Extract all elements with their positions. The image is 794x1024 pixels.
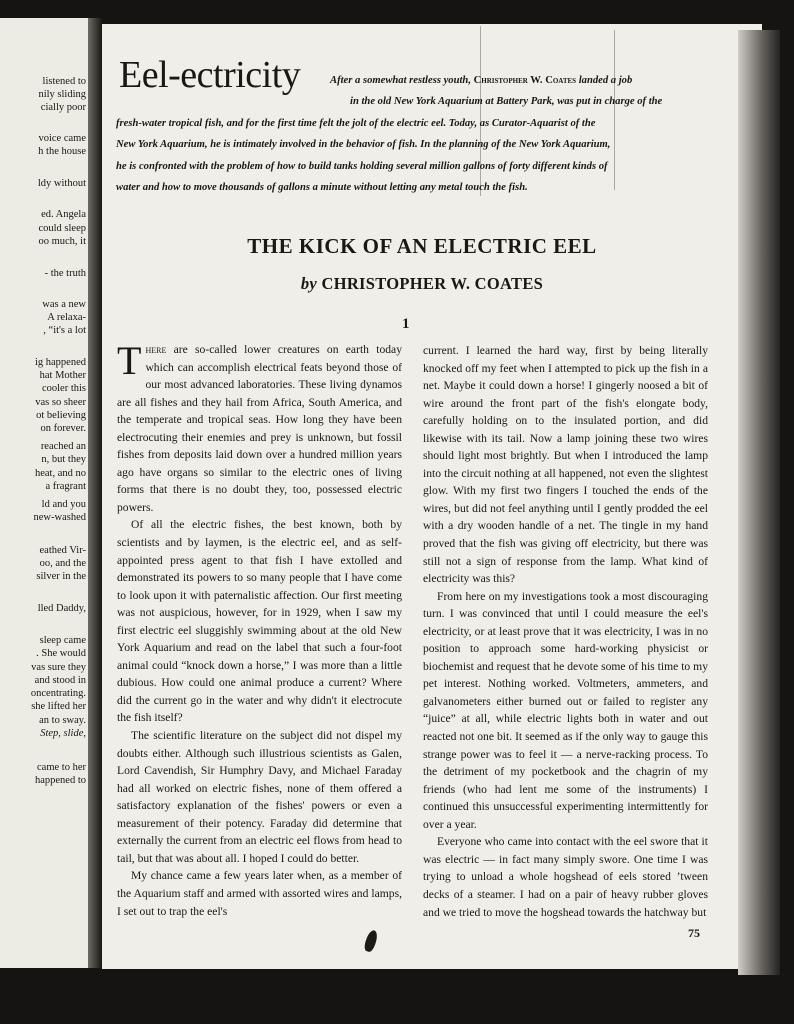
deck-line	[350, 91, 662, 113]
facing-page	[0, 18, 90, 968]
facing-page-line: ig happened	[34, 357, 86, 368]
facing-page-line: n, but they	[41, 454, 86, 465]
facing-page-line: Step, slide,	[40, 728, 86, 739]
paragraph: Everyone who came into contact with the eel swore that it was electric — in fact many simply swore. One time I was trying to unload a whole hogshead of eels stored ’tween decks of a steamer. I had on a pair of heavy rubber gloves and we tried to move the hogshead towards the hatchway but	[423, 835, 708, 919]
deck-text: water and how to move thousands of gallons a minute without letting any metal touch the fish.	[116, 182, 528, 193]
facing-page-line: nily sliding	[38, 89, 86, 100]
paragraph: current. I learned the hard way, first by being literally knocked off my feet when I attempted to pick up the fish in a net. Maybe it could down a horse! I gingerly noosed a bit of wire around the front part of the fish's elongate body, carefully holding on to the insulated portion, and did likewise with its tail. Now a lamp joining these two wires should light most brightly. But when I introduced the lamp into the circuit nothing at all happened, not even the slightest glow. With my first two fingers I touched the ends of the wires, but did not feel anything until I gently prodded the eel with a dry wooden handle of a net. The tingle in my hand proved that the fish was giving off electricity, but there was still not a sign of response from the lamp. What kind of electricity was this?	[423, 344, 708, 586]
facing-page-line: oncentrating.	[30, 688, 86, 699]
facing-page-line: , “it's a lot	[43, 325, 86, 336]
facing-page-line: hat Mother	[39, 370, 86, 381]
facing-page-line: silver in the	[36, 571, 86, 582]
deck-text: landed a job	[576, 75, 633, 86]
paragraph: The scientific literature on the subject did not dispel my doubts either. Although such illustrious scientists as Galen, Lord Cavendish, Sir Humphry Davy, and Michael Faraday had all worked on electric fishes, none of them offered a satisfactory explanation of the fishes' powers or even a measurement of their potency. Faraday did determine that externally the current from an electric eel flows from head to tail, but that was about all. I hoped I could do better.	[117, 729, 402, 865]
deck-line	[116, 134, 610, 156]
deck-text: in the old New York Aquarium at Battery Park, was put in charge of the	[350, 96, 663, 107]
drop-cap: T	[117, 338, 142, 383]
binding-gutter	[88, 18, 102, 968]
facing-page-line: lled Daddy,	[37, 603, 86, 614]
facing-page-line: she lifted her	[31, 701, 86, 712]
deck-line	[116, 177, 528, 199]
facing-page-line: a fragrant	[45, 481, 86, 492]
deck-text: New York Aquarium, he is intimately involved in the behavior of fish. In the planning of the New York Aquarium,	[116, 139, 611, 150]
facing-page-line: on forever.	[40, 423, 86, 434]
deck-text: he is confronted with the problem of how to build tanks holding several million gallons of forty different kinds of	[116, 161, 608, 172]
deck-text: After a somewhat restless youth,	[330, 75, 474, 86]
paragraph-text: are so-called lower creatures on earth today which can accomplish electrical feats beyond those of our most advanced laboratories. These living dynamos are all fishes and they hail from Africa, South America, and the temperate and tropical seas. How long they have been electrocuting their enemies and prey is unknown, but fossil fishes from deposits laid down over a hundred million years ago have organs so similar to the electric ones of living forms that there is no doubt they, too, possessed electric powers.	[117, 343, 402, 514]
paragraph: Of all the electric fishes, the best known, both by scientists and by laymen, is the electric eel, and as self-appointed press agent to that fish I have extolled and demonstrated its powers to so many people that I have come to look upon it with paternalistic affection. Our first meeting was not auspicious, however, for in 1929, when I saw my first electric eel sluggishly swimming about at the old New York Aquarium and read on the label that such a four-foot animal could “knock down a horse,” I was more than a little dubious. How could one animal produce a current? Where did the current go in the water and why didn't it electrocute the fish itself?	[117, 518, 402, 725]
deck-line	[116, 113, 595, 135]
page-number: 75	[688, 926, 700, 940]
opening-paragraph	[117, 338, 402, 516]
facing-page-line: new-washed	[33, 512, 86, 523]
facing-page-line: an to sway.	[39, 715, 86, 726]
article-deck	[116, 70, 718, 194]
article-title: THE KICK OF AN ELECTRIC EEL	[247, 234, 597, 258]
facing-page-line: h the house	[38, 146, 86, 157]
facing-page-line: ldy without	[37, 178, 86, 189]
facing-page-line: . She would	[36, 648, 86, 659]
article-column-right	[423, 342, 708, 921]
deck-text: fresh-water tropical fish, and for the first time felt the jolt of the electric eel. Today, as Curator-Aquarist of the	[116, 118, 596, 129]
paragraph: From here on my investigations took a most discouraging turn. I was convinced that until I could measure the eel's electricity, or at least prove that it was electricity, I was in no position to approach some hard-working physicist or biochemist and request that he devote some of his time to my pet interest. Nothing worked. Voltmeters, ammeters, and galvanometers either burned out or failed to register any “juice” at all, while electric lights both in water and out reacted not one bit. It seemed as if the only way to gauge this strange power was to feel it — a nerve-racking process. To the detriment of my pocketbook and the chagrin of my friends (who had lent me some of the instruments) I continued this unsuccessful experimenting intermittently for over a year.	[423, 589, 708, 831]
facing-page-line: came to her	[37, 762, 86, 773]
facing-page-line: heat, and no	[34, 468, 86, 479]
paragraph: My chance came a few years later when, as a member of the Aquarium staff and armed with assorted wires and lamps, I set out to trap the eel's	[117, 869, 402, 918]
facing-page-line: - the truth	[44, 268, 86, 279]
facing-page-line: listened to	[42, 76, 86, 87]
facing-page-line: oo, and the	[39, 558, 86, 569]
facing-page-line: vas so sheer	[35, 397, 86, 408]
facing-page-line: cooler this	[41, 383, 86, 394]
page-edge-shadow	[738, 30, 780, 975]
facing-page-line: cially poor	[40, 102, 86, 113]
article-column-left	[117, 338, 402, 920]
deck-line	[116, 156, 608, 178]
facing-page-line: sleep came	[39, 635, 86, 646]
headline: Eel-ectricity	[119, 54, 301, 96]
facing-page-line: reached an	[40, 441, 86, 452]
facing-page-line: could sleep	[38, 223, 86, 234]
facing-page-line: oo much, it	[38, 236, 86, 247]
opening-words: here	[145, 343, 167, 356]
facing-page-line: and stood in	[34, 675, 86, 686]
facing-page-line: voice came	[38, 133, 86, 144]
deck-line	[330, 70, 632, 92]
section-number: 1	[402, 316, 410, 332]
author-name: CHRISTOPHER W. COATES	[321, 274, 544, 293]
facing-page-line: happened to	[34, 775, 86, 786]
facing-page-line: ld and you	[41, 499, 86, 510]
facing-page-line: ot believing	[36, 410, 86, 421]
facing-page-line: was a new	[42, 299, 86, 310]
byline-prefix: by	[300, 274, 318, 293]
facing-page-line: eathed Vir-	[39, 545, 86, 556]
facing-page-line: vas sure they	[31, 662, 86, 673]
facing-page-line: A relaxa-	[47, 312, 86, 323]
author-name-smallcaps: Christopher W. Coates	[473, 75, 577, 86]
facing-page-line: ed. Angela	[41, 209, 86, 220]
article-byline	[102, 274, 742, 294]
